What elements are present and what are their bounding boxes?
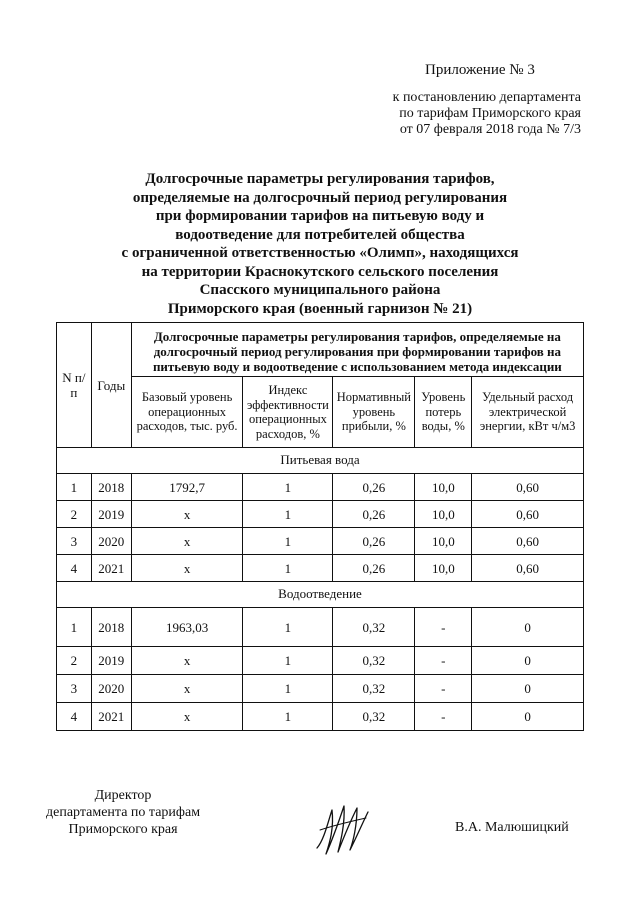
table-cell: 3 (57, 528, 92, 555)
column-header-number: N п/п (57, 323, 92, 448)
column-header-profit-level: Нормативный уровень прибыли, % (333, 377, 415, 448)
section-title-drinking-water: Питьевая вода (57, 448, 584, 474)
table-cell: 0 (472, 647, 584, 675)
table-cell: 1 (243, 647, 333, 675)
column-header-energy-consumption: Удельный расход электрической энергии, кВт ч/м3 (472, 377, 584, 448)
title-line: Приморского края (военный гарнизон № 21) (167, 300, 473, 317)
table-cell: 2 (57, 647, 92, 675)
table-cell: 0,60 (472, 501, 584, 528)
table-cell: 1 (243, 675, 333, 703)
table-row (57, 675, 584, 703)
section-title-wastewater: Водоотведение (57, 582, 584, 608)
title-line: Долгосрочные параметры регулирования тарифов, (145, 171, 495, 187)
column-header-base-opex: Базовый уровень операционных расходов, тыс. руб. (131, 377, 243, 448)
table-cell: 1963,03 (131, 608, 243, 647)
table-cell: 0,26 (333, 474, 415, 501)
table-cell: 10,0 (415, 555, 472, 582)
column-header-years: Годы (91, 323, 131, 448)
table-cell: 2021 (91, 703, 131, 731)
table-cell: х (131, 703, 243, 731)
position-line: департамента по тарифам (46, 805, 201, 820)
director-position (46, 787, 200, 838)
position-line: Директор (94, 788, 152, 803)
title-line: с ограниченной ответственностью «Олимп», находящихся (121, 245, 519, 261)
position-line: Приморского края (68, 822, 178, 837)
table-row (57, 647, 584, 675)
appendix-line: по тарифам Приморского края (399, 106, 581, 121)
table-cell: 10,0 (415, 474, 472, 501)
title-line: Спасского муниципального района (199, 282, 441, 298)
table-row (57, 528, 584, 555)
table-cell: 0,26 (333, 555, 415, 582)
table-cell: 1792,7 (131, 474, 243, 501)
table-cell: 0,26 (333, 528, 415, 555)
table-cell: 1 (243, 555, 333, 582)
handwritten-signature (312, 800, 374, 862)
title-line: водоотведение для потребителей общества (175, 226, 465, 243)
table-row (57, 474, 584, 501)
appendix-title: Приложение № 3 (425, 62, 535, 78)
table-cell: 4 (57, 555, 92, 582)
title-line: на территории Краснокутского сельского поселения (141, 263, 499, 280)
table-row (57, 501, 584, 528)
table-cell: - (415, 675, 472, 703)
table-cell: х (131, 647, 243, 675)
title-line: при формировании тарифов на питьевую воду и (155, 208, 485, 224)
table-cell: х (131, 501, 243, 528)
table-cell: 1 (57, 608, 92, 647)
table-cell: х (131, 675, 243, 703)
table-cell: 2018 (91, 474, 131, 501)
table-cell: 2019 (91, 647, 131, 675)
table-cell: - (415, 703, 472, 731)
table-cell: - (415, 608, 472, 647)
table-cell: 1 (57, 474, 92, 501)
table-cell: 2020 (91, 675, 131, 703)
table-cell: 2018 (91, 608, 131, 647)
document-title (60, 170, 580, 318)
table-row (57, 703, 584, 731)
table-cell: 0 (472, 608, 584, 647)
table-cell: 1 (243, 474, 333, 501)
table-cell: - (415, 647, 472, 675)
table-cell: 10,0 (415, 501, 472, 528)
table-cell: 0,60 (472, 474, 584, 501)
signer-name: В.А. Малюшицкий (455, 820, 569, 835)
table-cell: 1 (243, 528, 333, 555)
table-cell: 2 (57, 501, 92, 528)
title-line: определяемые на долгосрочный период регулирования (132, 189, 508, 206)
table-cell: 0,26 (333, 501, 415, 528)
table-cell: 10,0 (415, 528, 472, 555)
appendix-line: от 07 февраля 2018 года № 7/3 (399, 122, 581, 137)
group-header: Долгосрочные параметры регулирования тарифов, определяемые на долгосрочный период регулирования при формировании тарифов на питьевую воду и водоотведение с использованием метода индексации (131, 323, 583, 377)
table-cell: х (131, 528, 243, 555)
appendix-reference (393, 90, 581, 138)
table-cell: 0 (472, 703, 584, 731)
table-cell: 0,32 (333, 675, 415, 703)
table-cell: 0,60 (472, 528, 584, 555)
table-cell: х (131, 555, 243, 582)
table-cell: 1 (243, 703, 333, 731)
table-cell: 0,32 (333, 703, 415, 731)
table-cell: 2019 (91, 501, 131, 528)
table-cell: 0 (472, 675, 584, 703)
table-cell: 0,32 (333, 647, 415, 675)
table-cell: 4 (57, 703, 92, 731)
table-row (57, 608, 584, 647)
table-row (57, 555, 584, 582)
table-cell: 2020 (91, 528, 131, 555)
table-cell: 0,32 (333, 608, 415, 647)
appendix-line: к постановлению департамента (392, 90, 581, 105)
table-cell: 0,60 (472, 555, 584, 582)
table-cell: 2021 (91, 555, 131, 582)
table-cell: 1 (243, 608, 333, 647)
tariff-parameters-table (56, 322, 584, 731)
table-cell: 1 (243, 501, 333, 528)
column-header-efficiency-index: Индекс эффективности операционных расходов, % (243, 377, 333, 448)
column-header-water-loss: Уровень потерь воды, % (415, 377, 472, 448)
table-cell: 3 (57, 675, 92, 703)
